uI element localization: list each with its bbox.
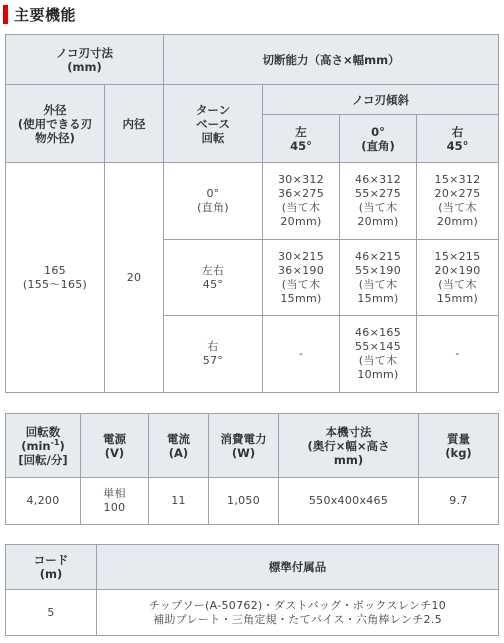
rpm-header-unit: (min xyxy=(21,438,51,453)
accessories-table xyxy=(5,544,499,636)
table-row xyxy=(6,478,499,525)
rpm-header xyxy=(6,414,81,478)
tilt-right-header: 右 45° xyxy=(417,115,499,163)
capacity-cell: - xyxy=(263,316,340,393)
outer-diameter-header: 外径 (使用できる刃 物外径) xyxy=(6,85,105,163)
power-supply-value: 単相 100 xyxy=(81,478,149,525)
cutting-capacity-header: 切断能力（高さ×幅mm） xyxy=(164,35,499,85)
turn-value: 左右 45° xyxy=(164,240,263,316)
heading-accent-bar xyxy=(3,5,8,24)
inner-diameter-value: 20 xyxy=(105,163,164,393)
power-consumption-value: 1,050 xyxy=(209,478,279,525)
power-supply-header: 電源 (V) xyxy=(81,414,149,478)
standard-accessories-header: 標準付属品 xyxy=(97,545,499,590)
blade-tilt-header: ノコ刃傾斜 xyxy=(263,85,499,115)
dimensions-value: 550x400x465 xyxy=(279,478,419,525)
tilt-zero-header: 0° (直角) xyxy=(340,115,417,163)
rpm-header-label: 回転数 xyxy=(25,424,61,439)
capacity-cell: 15×215 20×190 (当て木 15mm) xyxy=(417,240,499,316)
rpm-header-exponent: -1 xyxy=(50,437,60,447)
power-consumption-header: 消費電力 (W) xyxy=(209,414,279,478)
current-header: 電流 (A) xyxy=(149,414,209,478)
table-row xyxy=(6,590,499,636)
rpm-header-unit-close: ) xyxy=(59,438,65,453)
tilt-left-header: 左 45° xyxy=(263,115,340,163)
specifications-table xyxy=(5,413,499,525)
capacity-cell: 46×215 55×190 (当て木 15mm) xyxy=(340,240,417,316)
inner-diameter-header: 内径 xyxy=(105,85,164,163)
table-row xyxy=(6,163,499,240)
capacity-cell: - xyxy=(417,316,499,393)
capacity-cell: 46×312 55×275 (当て木 20mm) xyxy=(340,163,417,240)
capacity-cell: 46×165 55×145 (当て木 10mm) xyxy=(340,316,417,393)
dimensions-header: 本機寸法 (奥行×幅×高さ mm) xyxy=(279,414,419,478)
cord-value: 5 xyxy=(6,590,97,636)
turn-value: 右 57° xyxy=(164,316,263,393)
turn-base-header: ターン ベース 回転 xyxy=(164,85,263,163)
capacity-cell: 30×215 36×190 (当て木 15mm) xyxy=(263,240,340,316)
capacity-cell: 30×312 36×275 (当て木 20mm) xyxy=(263,163,340,240)
cord-header: コード (m) xyxy=(6,545,97,590)
section-title: 主要機能 xyxy=(14,5,77,24)
cutting-capacity-table xyxy=(5,34,499,393)
capacity-cell: 15×312 20×275 (当て木 20mm) xyxy=(417,163,499,240)
turn-value: 0° (直角) xyxy=(164,163,263,240)
blade-size-header: ノコ刃寸法 (mm) xyxy=(6,35,164,85)
weight-header: 質量 (kg) xyxy=(419,414,499,478)
standard-accessories-value: チップソー(A-50762)・ダストバッグ・ボックスレンチ10 補助プレート・三角定規・たてバイス・六角棒レンチ2.5 xyxy=(97,590,499,636)
rpm-header-unit-jp: [回転/分] xyxy=(18,452,68,467)
weight-value: 9.7 xyxy=(419,478,499,525)
section-heading xyxy=(3,3,76,25)
outer-diameter-value: 165 (155〜165) xyxy=(6,163,105,393)
current-value: 11 xyxy=(149,478,209,525)
rpm-value: 4,200 xyxy=(6,478,81,525)
